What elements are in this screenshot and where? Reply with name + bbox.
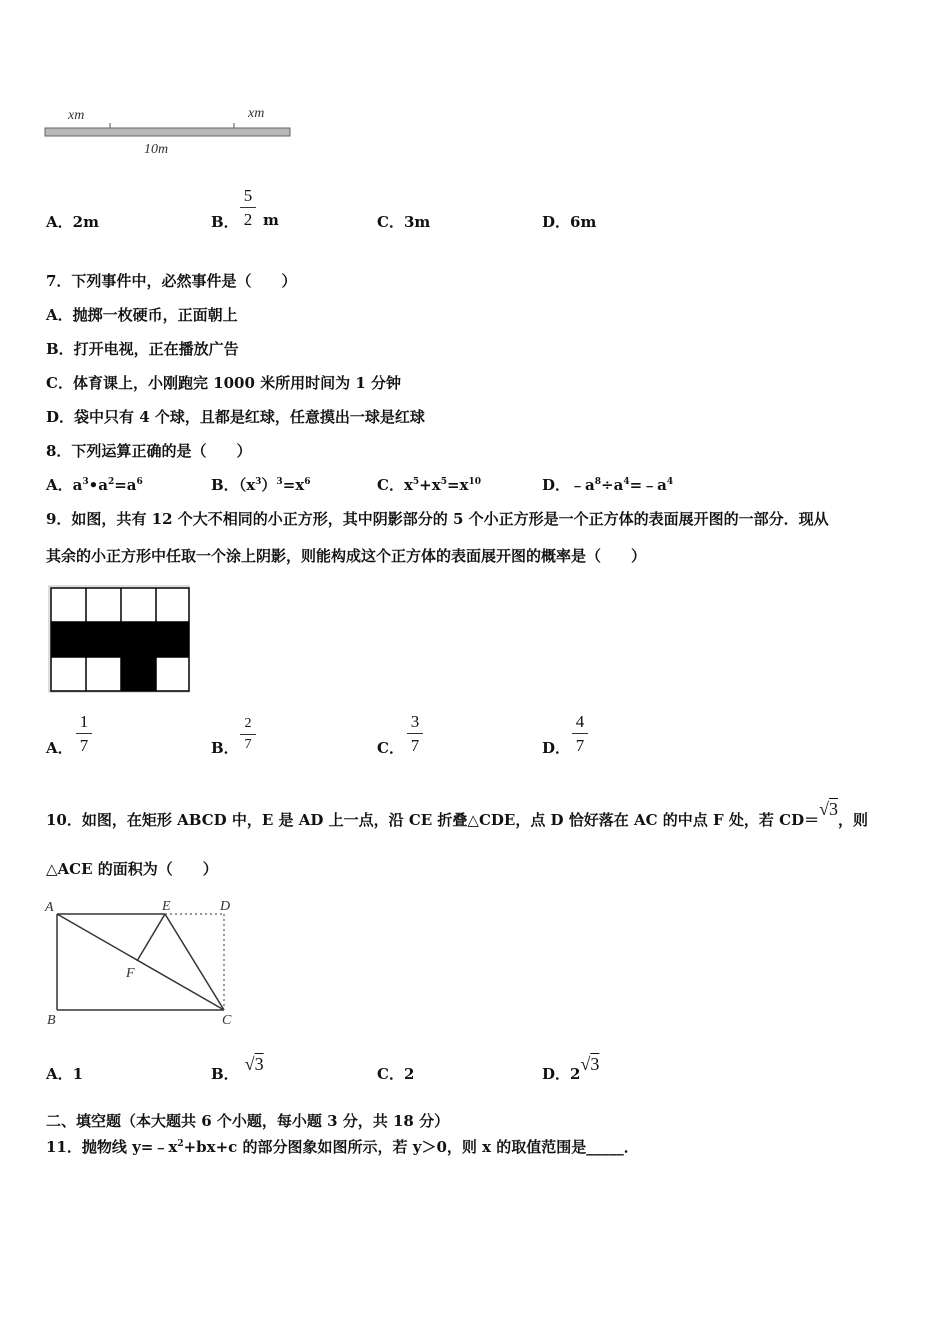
- bar-label-left: xm: [68, 108, 85, 123]
- q7-option-b: B．打开电视，正在播放广告: [46, 340, 239, 358]
- q8-option-b: B．$(x^3)^3=x^6$: [211, 476, 311, 494]
- q10-rectangle-figure: [40, 893, 250, 1033]
- q9-option-a-letter: A．: [46, 739, 73, 757]
- q9-option-d-fraction: 4 7: [572, 712, 588, 755]
- q9-stem-line2: 其余的小正方形中任取一个涂上阴影，则能构成这个正方体的表面展开图的概率是（ ）: [46, 547, 647, 565]
- q9-option-a-fraction: 1 7: [76, 712, 92, 755]
- q10-stem-line1: 10．如图，在矩形 ABCD 中，E 是 AD 上一点，沿 CE 折叠△CDE，点 D 恰好落在 AC 的中点 F 处，若 CD＝√3，则: [46, 799, 868, 829]
- q9-option-b-letter: B．: [211, 739, 239, 757]
- q10-sqrt3: √3: [819, 799, 838, 819]
- label-A: A: [45, 900, 54, 915]
- label-C: C: [222, 1013, 232, 1028]
- bar-label-bottom: 10m: [144, 142, 169, 157]
- q8-stem: 8．下列运算正确的是（ ）: [46, 442, 252, 460]
- q9-option-c-fraction: 3 7: [407, 712, 423, 755]
- segment-EC: [165, 914, 224, 1010]
- q11-answer-blank: _____: [586, 1138, 624, 1156]
- q9-option-b-fraction: 2 7: [240, 716, 256, 753]
- q7-option-a: A．抛掷一枚硬币，正面朝上: [46, 306, 238, 324]
- q6-option-d: D．6m: [542, 213, 597, 231]
- q8-option-c: C．$x^5+x^5=x^{10}$: [377, 476, 481, 494]
- q6-option-c: C．3m: [377, 213, 431, 231]
- q7-stem: 7．下列事件中，必然事件是（ ）: [46, 272, 297, 290]
- q6-option-b: B．: [211, 213, 239, 231]
- q7-option-d: D．袋中只有 4 个球，且都是红球，任意摸出一球是红球: [46, 408, 425, 426]
- label-E: E: [162, 899, 171, 914]
- section2-heading: 二、填空题（本大题共 6 个小题，每小题 3 分，共 18 分）: [46, 1112, 450, 1130]
- bar-label-right: xm: [248, 106, 265, 121]
- q8-option-a: A．$a^3•a^2=a^6$: [46, 476, 143, 494]
- segment-EF: [137, 914, 165, 961]
- q9-stem-line1: 9．如图，共有 12 个大不相同的小正方形，其中阴影部分的 5 个小正方形是一个正方体的表面展开图的一部分．现从: [46, 510, 829, 528]
- q10-option-b: B． √3: [211, 1054, 264, 1083]
- q7-option-c: C．体育课上，小刚跑完 1000 米所用时间为 1 分钟: [46, 374, 402, 392]
- bar-figure: [40, 100, 300, 160]
- q6-option-a: A．2m: [46, 213, 99, 231]
- label-D: D: [220, 899, 231, 914]
- grid-shaded-row: [51, 622, 189, 657]
- q10-option-d: D．2√3: [542, 1054, 600, 1083]
- q10-option-a: A．1: [46, 1065, 84, 1083]
- grid-shaded-cell: [121, 657, 156, 691]
- label-F: F: [126, 966, 135, 981]
- diagonal-AC: [57, 914, 224, 1010]
- q9-option-c-letter: C．: [377, 739, 404, 757]
- q10-option-d-sqrt: √3: [580, 1054, 600, 1074]
- q8-option-d: D．$﹣a^8\div a^4=﹣a^4$: [542, 476, 674, 494]
- bar-rect: [45, 128, 290, 136]
- q10-stem-line2: △ACE 的面积为（ ）: [46, 860, 218, 878]
- q9-grid-figure: [46, 583, 196, 695]
- q10-option-c: C．2: [377, 1065, 415, 1083]
- label-B: B: [47, 1013, 56, 1028]
- q6-option-b-fraction: 5 2: [240, 186, 256, 229]
- q9-option-d-letter: D．: [542, 739, 571, 757]
- q11-stem: 11．抛物线 $y=﹣x^2+bx+c$ 的部分图象如图所示，若 y＞0，则 x 的取值范围是_____．: [46, 1138, 639, 1156]
- q6-option-b-unit: m: [263, 211, 279, 229]
- q10-option-b-sqrt: √3: [244, 1054, 264, 1074]
